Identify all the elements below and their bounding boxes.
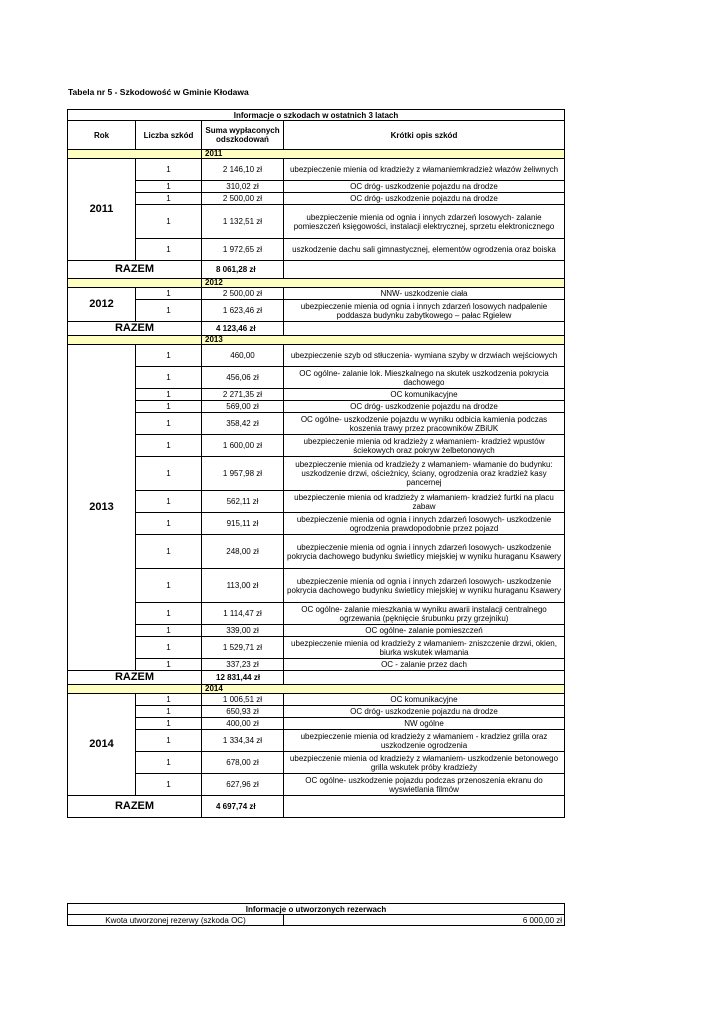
claim-count: 1	[136, 569, 202, 603]
header-suma: Suma wypłaconych odszkodowań	[202, 121, 284, 150]
razem-label: RAZEM	[68, 322, 202, 336]
year-cell: 2011	[68, 159, 136, 261]
claim-description: ubezpieczenie szyb od stłuczenia- wymiana szyby w drzwiach wejściowych	[284, 345, 565, 367]
claim-description: OC ogólne- uszkodzenie pojazdu podczas przenoszenia ekranu do wyswietlania filmów	[284, 774, 565, 796]
claim-count: 1	[136, 637, 202, 659]
header-liczba-szkod: Liczba szkód	[136, 121, 202, 150]
razem-empty	[284, 322, 565, 336]
claim-description: NNW- uszkodzenie ciała	[284, 288, 565, 300]
claim-description: OC ogólne- zalanie lok. Mieszkalnego na skutek uszkodzenia pokrycia dachowego	[284, 367, 565, 389]
reserve-table	[67, 903, 565, 926]
table-row	[68, 752, 565, 774]
claim-count: 1	[136, 694, 202, 706]
claim-description: NW ogólne	[284, 718, 565, 730]
claim-description: ubezpieczenie mienia od kradzieży z włamaniem- kradzież wpustów ściekowych oraz pokryw żelbetonowych	[284, 435, 565, 457]
claim-count: 1	[136, 205, 202, 239]
claim-count: 1	[136, 774, 202, 796]
year-bar-label: 2012	[202, 279, 565, 288]
claim-amount: 1 600,00 zł	[202, 435, 284, 457]
table-row	[68, 288, 565, 300]
claim-count: 1	[136, 300, 202, 322]
claim-count: 1	[136, 659, 202, 671]
claim-amount: 1 529,71 zł	[202, 637, 284, 659]
claim-description: ubezpieczenie mienia od kradzieży z włamaniemkradzież włazów żeliwnych	[284, 159, 565, 181]
claim-amount: 1 114,47 zł	[202, 603, 284, 625]
razem-label: RAZEM	[68, 796, 202, 818]
claim-description: OC ogólne- zalanie mieszkania w wyniku awarii instalacji centralnego ogrzewania (pęknięcie śrubunku przy grzejniku)	[284, 603, 565, 625]
table-row	[68, 569, 565, 603]
table-row	[68, 389, 565, 401]
claim-amount: 310,02 zł	[202, 181, 284, 193]
claim-description: OC dróg- uszkodzenie pojazdu na drodze	[284, 193, 565, 205]
claim-count: 1	[136, 625, 202, 637]
year-bar-label: 2014	[202, 685, 565, 694]
razem-empty	[284, 796, 565, 818]
razem-total: 4 697,74 zł	[202, 796, 284, 818]
claim-description: ubezpieczenie mienia od kradzieży z włamaniem - kradziez grilla oraz uszkodzenie ogrodzenia	[284, 730, 565, 752]
reserve-title: Informacje o utworzonych rezerwach	[68, 904, 565, 915]
razem-total: 12 831,44 zł	[202, 671, 284, 685]
reserve-value: 6 000,00 zł	[284, 915, 565, 926]
claim-amount: 113,00 zł	[202, 569, 284, 603]
claim-description: OC dróg- uszkodzenie pojazdu na drodze	[284, 401, 565, 413]
claim-amount: 2 500,00 zł	[202, 288, 284, 300]
claim-count: 1	[136, 181, 202, 193]
claim-description: uszkodzenie dachu sali gimnastycznej, elementów ogrodzenia oraz boiska	[284, 239, 565, 261]
claim-count: 1	[136, 401, 202, 413]
table-row	[68, 181, 565, 193]
year-bar	[68, 150, 565, 159]
claim-description: ubezpieczenie mienia od kradzieży z włamaniem- zniszczenie drzwi, okien, biurka wskutek włamania	[284, 637, 565, 659]
claim-amount: 1 972,65 zł	[202, 239, 284, 261]
table-row	[68, 435, 565, 457]
claim-amount: 627,96 zł	[202, 774, 284, 796]
claim-amount: 2 146,10 zł	[202, 159, 284, 181]
claim-amount: 400,00 zł	[202, 718, 284, 730]
claim-amount: 678,00 zł	[202, 752, 284, 774]
claim-count: 1	[136, 752, 202, 774]
claim-count: 1	[136, 389, 202, 401]
document-title: Tabela nr 5 - Szkodowość w Gminie Kłodawa	[68, 87, 249, 97]
table-row	[68, 659, 565, 671]
claim-description: ubezpieczenie mienia od ognia i innych zdarzeń losowych nadpalenie poddasza budynku zabytkowego – pałac Rgielew	[284, 300, 565, 322]
claim-description: OC dróg- uszkodzenie pojazdu na drodze	[284, 181, 565, 193]
claim-amount: 1 623,46 zł	[202, 300, 284, 322]
claim-amount: 1 334,34 zł	[202, 730, 284, 752]
claim-count: 1	[136, 457, 202, 491]
table-row	[68, 625, 565, 637]
year-cell: 2014	[68, 694, 136, 796]
claim-description: ubezpieczenie mienia od ognia i innych zdarzeń losowych- zalanie pomieszczeń księgowości, instalacji elektrycznej, sprzetu elektronicznego	[284, 205, 565, 239]
claim-description: ubezpieczenie mienia od ognia i innych zdarzeń losowych- uszkodzenie pokrycia dachowego budynku świetlicy miejskiej w wyniku huraganu Ksawery	[284, 569, 565, 603]
table-row	[68, 513, 565, 535]
claim-amount: 1 957,98 zł	[202, 457, 284, 491]
claim-description: OC ogólne- uszkodzenie pojazdu w wyniku odbicia kamienia podczas koszenia trawy przez pracowników ZBiUK	[284, 413, 565, 435]
razem-total: 8 061,28 zł	[202, 261, 284, 279]
claim-count: 1	[136, 603, 202, 625]
claim-count: 1	[136, 288, 202, 300]
razem-label: RAZEM	[68, 261, 202, 279]
header-rok: Rok	[68, 121, 136, 150]
claim-amount: 1 006,51 zł	[202, 694, 284, 706]
table-row	[68, 205, 565, 239]
claim-amount: 460,00	[202, 345, 284, 367]
claim-count: 1	[136, 491, 202, 513]
claim-amount: 456,06 zł	[202, 367, 284, 389]
claim-amount: 339,00 zł	[202, 625, 284, 637]
claim-description: ubezpieczenie mienia od ognia i innych zdarzeń losowych- uszkodzenie ogrodzenia prawdopodobnie przez pojazd	[284, 513, 565, 535]
year-bar	[68, 279, 565, 288]
claim-amount: 569,00 zł	[202, 401, 284, 413]
table-row	[68, 774, 565, 796]
claim-amount: 2 500,00 zł	[202, 193, 284, 205]
table-row	[68, 413, 565, 435]
razem-row	[68, 671, 565, 685]
year-cell: 2013	[68, 345, 136, 671]
claim-description: ubezpieczenie mienia od kradzieży z włamaniem- włamanie do budynku: uszkodzenie drzwi, ościeżnicy, ściany, ogrodzenia oraz kradzież kasy pancernej	[284, 457, 565, 491]
claim-description: ubezpieczenie mienia od kradzieży z włamaniem- uszkodzenie betonowego grilla wskutek próby kradzieży	[284, 752, 565, 774]
claim-amount: 337,23 zł	[202, 659, 284, 671]
claim-count: 1	[136, 513, 202, 535]
claim-count: 1	[136, 413, 202, 435]
table-row	[68, 706, 565, 718]
table-row	[68, 401, 565, 413]
header-opis: Krótki opis szkód	[284, 121, 565, 150]
razem-empty	[284, 671, 565, 685]
razem-label: RAZEM	[68, 671, 202, 685]
claim-count: 1	[136, 435, 202, 457]
razem-row	[68, 322, 565, 336]
claim-count: 1	[136, 159, 202, 181]
razem-total: 4 123,46 zł	[202, 322, 284, 336]
claim-amount: 248,00 zł	[202, 535, 284, 569]
claim-amount: 562,11 zł	[202, 491, 284, 513]
razem-row	[68, 261, 565, 279]
claim-count: 1	[136, 345, 202, 367]
table-row	[68, 535, 565, 569]
table-row	[68, 300, 565, 322]
claim-description: ubezpieczenie mienia od ognia i innych zdarzeń losowych- uszkodzenie pokrycia dachowego budynku świetlicy miejskiej w wyniku huraganu Ksawery	[284, 535, 565, 569]
claim-amount: 915,11 zł	[202, 513, 284, 535]
table-row	[68, 345, 565, 367]
claim-amount: 358,42 zł	[202, 413, 284, 435]
year-bar	[68, 685, 565, 694]
claim-count: 1	[136, 706, 202, 718]
claim-amount: 2 271,35 zł	[202, 389, 284, 401]
table-caption: Informacje o szkodach w ostatnich 3 latach	[68, 110, 565, 121]
year-cell: 2012	[68, 288, 136, 322]
table-row	[68, 193, 565, 205]
year-bar	[68, 336, 565, 345]
claim-count: 1	[136, 239, 202, 261]
claims-table	[67, 109, 565, 818]
year-bar-label: 2013	[202, 336, 565, 345]
reserve-label: Kwota utworzonej rezerwy (szkoda OC)	[68, 915, 284, 926]
table-row	[68, 730, 565, 752]
table-row	[68, 159, 565, 181]
table-row	[68, 239, 565, 261]
claim-amount: 1 132,51 zł	[202, 205, 284, 239]
claim-description: ubezpieczenie mienia od kradzieży z włamaniem- kradzież furtki na placu zabaw	[284, 491, 565, 513]
claim-count: 1	[136, 193, 202, 205]
claim-description: OC komunikacyjne	[284, 694, 565, 706]
razem-row	[68, 796, 565, 818]
claim-description: OC ogólne- zalanie pomieszczeń	[284, 625, 565, 637]
table-row	[68, 718, 565, 730]
table-row	[68, 637, 565, 659]
table-row	[68, 457, 565, 491]
claim-count: 1	[136, 730, 202, 752]
year-bar-label: 2011	[202, 150, 565, 159]
table-row	[68, 491, 565, 513]
claim-count: 1	[136, 535, 202, 569]
razem-empty	[284, 261, 565, 279]
claim-description: OC dróg- uszkodzenie pojazdu na drodze	[284, 706, 565, 718]
table-row	[68, 367, 565, 389]
claim-amount: 650,93 zł	[202, 706, 284, 718]
claim-count: 1	[136, 367, 202, 389]
claim-description: OC komunikacyjne	[284, 389, 565, 401]
table-row	[68, 603, 565, 625]
claim-count: 1	[136, 718, 202, 730]
claim-description: OC - zalanie przez dach	[284, 659, 565, 671]
table-row	[68, 694, 565, 706]
